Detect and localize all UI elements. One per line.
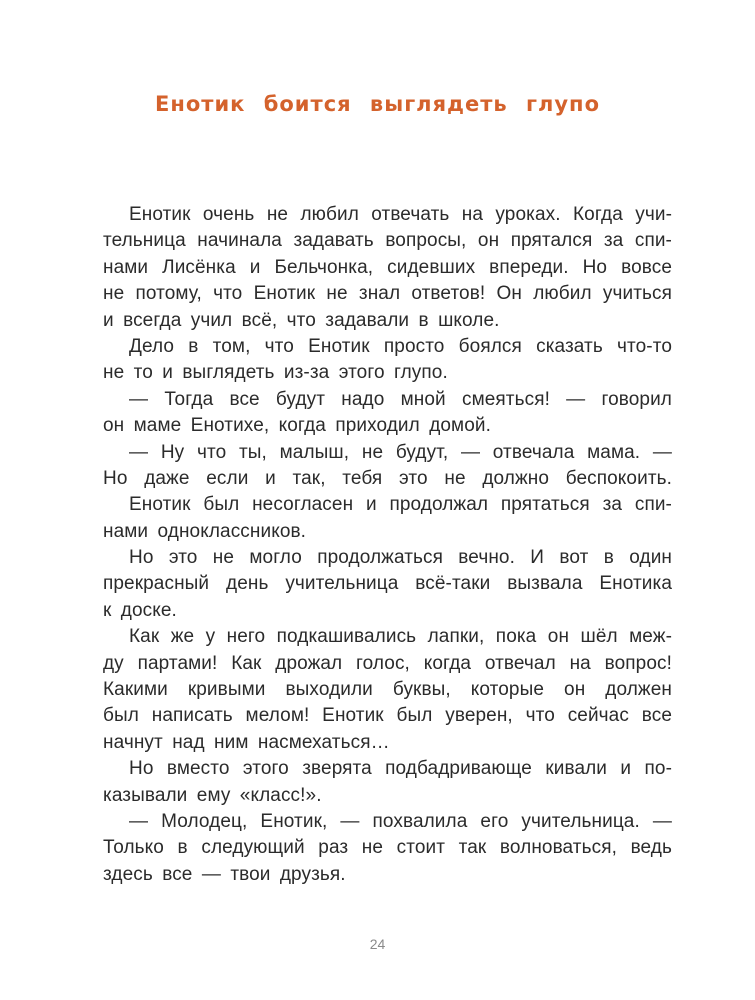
- text-line: ду партами! Как дрожал голос, когда отвечал на вопрос!: [103, 652, 672, 674]
- page-number: 24: [369, 936, 386, 952]
- text-line: Дело в том, что Енотик просто боялся сказать что-то: [129, 335, 672, 357]
- text-line: к доске.: [103, 599, 177, 621]
- story-text: [103, 202, 672, 888]
- text-line: казывали ему «класс!».: [103, 784, 322, 806]
- text-line: Но вместо этого зверята подбадривающе кивали и по-: [129, 758, 672, 780]
- text-line: Енотик очень не любил отвечать на уроках. Когда учи-: [129, 204, 672, 225]
- chapter-title: Енотик боится выглядеть глупо: [154, 92, 600, 116]
- text-line: и всегда учил всё, что задавали в школе.: [103, 309, 500, 331]
- text-line: Только в следующий раз не стоит так волноваться, ведь: [103, 837, 672, 859]
- text-line: прекрасный день учительница всё-таки вызвала Енотика: [103, 573, 672, 595]
- text-line: он маме Енотихе, когда приходил домой.: [103, 415, 491, 437]
- text-line: Но даже если и так, тебя это не должно беспокоить.: [103, 467, 672, 489]
- text-line: Но это не могло продолжаться вечно. И вот в один: [129, 547, 672, 569]
- text-line: не то и выглядеть из-за этого глупо.: [103, 362, 448, 384]
- text-line: нами Лисёнка и Бельчонка, сидевших впереди. Но вовсе: [103, 256, 672, 278]
- text-line: Как же у него подкашивались лапки, пока он шёл меж-: [129, 626, 672, 648]
- text-line: — Молодец, Енотик, — похвалила его учительница. —: [129, 810, 672, 832]
- text-line: не потому, что Енотик не знал ответов! Он любил учиться: [103, 283, 672, 305]
- text-line: нами одноклассников.: [103, 520, 307, 542]
- text-line: тельница начинала задавать вопросы, он прятался за спи-: [103, 230, 672, 252]
- text-line: Какими кривыми выходили буквы, которые он должен: [103, 679, 672, 701]
- text-line: был написать мелом! Енотик был уверен, что сейчас все: [103, 705, 672, 727]
- text-line: начнут над ним насмехаться…: [103, 731, 390, 753]
- text-line: Енотик был несогласен и продолжал прятаться за спи-: [129, 494, 672, 516]
- text-line: — Тогда все будут надо мной смеяться! — говорил: [129, 388, 672, 410]
- text-line: — Ну что ты, малыш, не будут, — отвечала мама. —: [129, 441, 672, 463]
- text-line: здесь все — твои друзья.: [103, 863, 346, 885]
